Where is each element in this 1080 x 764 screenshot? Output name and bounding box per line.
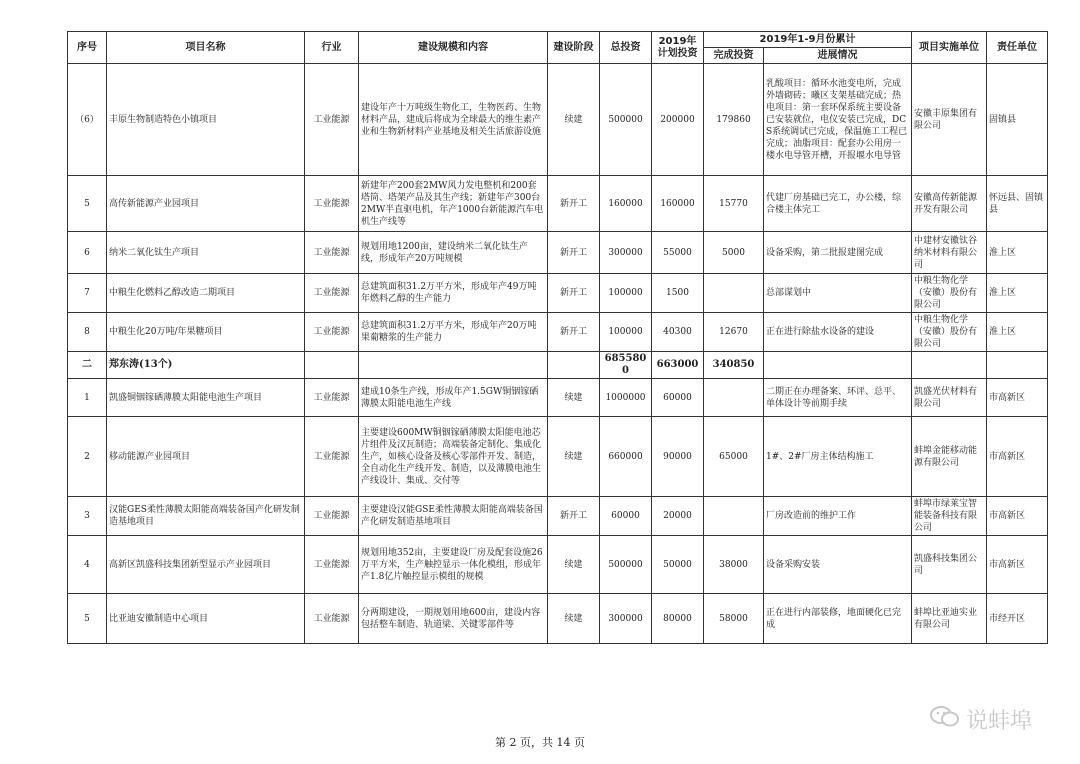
- cell-plan: 40300: [652, 313, 704, 352]
- header-seq: 序号: [68, 32, 107, 64]
- cell-plan: 20000: [652, 497, 704, 536]
- table-row: [68, 274, 1048, 313]
- cell-scale: 规划用地352亩，主要建设厂房及配套设施26万平方米，生产触控显示一体化模组，形成年产1.8亿片触控显示模组的规模: [359, 536, 548, 594]
- cell-total: 100000: [600, 313, 652, 352]
- cell-unit: 中粮生物化学（安徽）股份有限公司: [912, 313, 987, 352]
- section-done: 340850: [704, 352, 764, 379]
- cell-unit: 安徽丰原集团有限公司: [912, 64, 987, 176]
- project-table: [67, 31, 1048, 644]
- cell-name: 凯盛铜铟镓硒薄膜太阳能电池生产项目: [107, 379, 305, 417]
- cell-progress: 1#、2#厂房主体结构施工: [764, 417, 912, 497]
- cell-stage: 新开工: [548, 176, 600, 232]
- cell-name: 中粮生化20万吨/年果糖项目: [107, 313, 305, 352]
- cell-scale: 分两期建设，一期规划用地600亩，建设内容包括整车制造、轨道梁、关键零部件等: [359, 594, 548, 644]
- cell-name: 移动能源产业园项目: [107, 417, 305, 497]
- cell-name: 比亚迪安徽制造中心项目: [107, 594, 305, 644]
- cell-stage: 续建: [548, 536, 600, 594]
- cell-scale: 建成10条生产线，形成年产1.5GW铜铟镓硒薄膜太阳能电池生产线: [359, 379, 548, 417]
- cell-done: 58000: [704, 594, 764, 644]
- cell-resp: 市高新区: [987, 417, 1048, 497]
- cell-unit: 蚌埠市绿莱宝智能装备科技有限公司: [912, 497, 987, 536]
- cell-industry: 工业能源: [305, 594, 359, 644]
- cell-unit: 中粮生物化学（安徽）股份有限公司: [912, 274, 987, 313]
- cell-plan: 90000: [652, 417, 704, 497]
- cell-total: 300000: [600, 594, 652, 644]
- cell-plan: 55000: [652, 232, 704, 274]
- cell-stage: 新开工: [548, 274, 600, 313]
- cell-progress: 正在进行除盐水设备的建设: [764, 313, 912, 352]
- cell-total: 1000000: [600, 379, 652, 417]
- cell-stage: 新开工: [548, 232, 600, 274]
- cell-unit: 蚌埠金能移动能源有限公司: [912, 417, 987, 497]
- table-row: [68, 594, 1048, 644]
- cell-done: 12670: [704, 313, 764, 352]
- cell-stage: 续建: [548, 64, 600, 176]
- cell-resp: 市经开区: [987, 594, 1048, 644]
- cell-seq: 5: [68, 594, 107, 644]
- cell-industry: 工业能源: [305, 274, 359, 313]
- cell-seq: 2: [68, 417, 107, 497]
- table-row: [68, 497, 1048, 536]
- cell-resp: 市高新区: [987, 536, 1048, 594]
- cell-progress: 总部谋划中: [764, 274, 912, 313]
- cell-seq: 4: [68, 536, 107, 594]
- cell-total: 100000: [600, 274, 652, 313]
- cell-resp: 淮上区: [987, 274, 1048, 313]
- cell-progress: 厂房改造前的维护工作: [764, 497, 912, 536]
- header-cumulative: 2019年1-9月份累计: [704, 32, 912, 48]
- section-total: 6855800: [600, 352, 652, 379]
- cell-plan: 80000: [652, 594, 704, 644]
- table-row: [68, 379, 1048, 417]
- cell-total: 300000: [600, 232, 652, 274]
- cell-seq: 7: [68, 274, 107, 313]
- cell-stage: 续建: [548, 417, 600, 497]
- cell-total: 660000: [600, 417, 652, 497]
- cell-scale: 总建筑面积31.2万平方米，形成年产20万吨果葡糖浆的生产能力: [359, 313, 548, 352]
- cell-done: 38000: [704, 536, 764, 594]
- cell-stage: 续建: [548, 379, 600, 417]
- cell-seq: 6: [68, 232, 107, 274]
- cell-industry: 工业能源: [305, 497, 359, 536]
- cell-scale: 主要建设600MW铜铟镓硒薄膜太阳能电池芯片组件及汉瓦制造；高端装备定制化、集成化生产，如核心设备及核心零部件开发、制造，全自动化生产线开发、制造，以及薄膜电池生产线设计、集成、交付等: [359, 417, 548, 497]
- watermark: [930, 704, 1032, 735]
- cell-resp: 市高新区: [987, 497, 1048, 536]
- cell-total: 500000: [600, 64, 652, 176]
- section-name: 郑东涛(13个): [107, 352, 305, 379]
- table-row: [68, 232, 1048, 274]
- cell-unit: 凯盛光伏材料有限公司: [912, 379, 987, 417]
- table-row: [68, 536, 1048, 594]
- cell-done: 179860: [704, 64, 764, 176]
- cell-plan: 160000: [652, 176, 704, 232]
- cell-total: 160000: [600, 176, 652, 232]
- cell-resp: 市高新区: [987, 379, 1048, 417]
- cell-industry: 工业能源: [305, 64, 359, 176]
- cell-total: 500000: [600, 536, 652, 594]
- table-row: [68, 417, 1048, 497]
- cell-name: 高传新能源产业园项目: [107, 176, 305, 232]
- header-total: 总投资: [600, 32, 652, 64]
- cell-unit: 蚌埠比亚迪实业有限公司: [912, 594, 987, 644]
- header-progress: 进展情况: [764, 48, 912, 64]
- cell-name: 纳米二氧化钛生产项目: [107, 232, 305, 274]
- wechat-icon: [930, 705, 966, 735]
- cell-plan: 200000: [652, 64, 704, 176]
- cell-unit: 安徽高传新能源开发有限公司: [912, 176, 987, 232]
- table-row: [68, 176, 1048, 232]
- watermark-text: 说蚌埠: [966, 709, 1033, 734]
- section-plan: 663000: [652, 352, 704, 379]
- section-seq: 二: [68, 352, 107, 379]
- header-name: 项目名称: [107, 32, 305, 64]
- page-footer: 第 2 页，共 14 页: [495, 736, 585, 749]
- cell-done: [704, 497, 764, 536]
- cell-plan: 1500: [652, 274, 704, 313]
- cell-stage: 新开工: [548, 313, 600, 352]
- cell-progress: 乳酸项目：循环水池变电所，完成外墙砌砖；曦区支架基础完成；热电项目：第一套环保系统主要设备已安装就位，电仪安装已完成，DCS系统调试已完成，保温施工工程已完成；油脂项目：配套办公用房一楼水电导管开槽，开报堰水电导管: [764, 64, 912, 176]
- cell-scale: 新建年产200套2MW风力发电整机和200套塔筒、塔架产品及其生产线；新建年产300台2MW半直驱电机，年产1000台新能源汽车电机生产线等: [359, 176, 548, 232]
- cell-unit: 中建材安徽钛谷纳米材料有限公司: [912, 232, 987, 274]
- cell-plan: 60000: [652, 379, 704, 417]
- cell-progress: 正在进行内部装修，地面硬化已完成: [764, 594, 912, 644]
- table-row: [68, 64, 1048, 176]
- cell-name: 丰原生物制造特色小镇项目: [107, 64, 305, 176]
- cell-name: 汉能GES柔性薄膜太阳能高端装备国产化研发制造基地项目: [107, 497, 305, 536]
- cell-progress: 二期正在办理备案、环评、总平、单体设计等前期手续: [764, 379, 912, 417]
- cell-industry: 工业能源: [305, 536, 359, 594]
- cell-industry: 工业能源: [305, 176, 359, 232]
- cell-done: [704, 379, 764, 417]
- cell-resp: 淮上区: [987, 313, 1048, 352]
- header-resp: 责任单位: [987, 32, 1048, 64]
- cell-name: 高新区凯盛科技集团新型显示产业园项目: [107, 536, 305, 594]
- cell-resp: 淮上区: [987, 232, 1048, 274]
- cell-progress: 设备采购，第二批报建图完成: [764, 232, 912, 274]
- cell-done: 15770: [704, 176, 764, 232]
- cell-seq: 5: [68, 176, 107, 232]
- header-done: 完成投资: [704, 48, 764, 64]
- table-row: [68, 313, 1048, 352]
- section-row: [68, 352, 1048, 379]
- cell-progress: 设备采购安装: [764, 536, 912, 594]
- header-plan: 2019年计划投资: [652, 32, 704, 64]
- cell-name: 中粮生化燃料乙醇改造二期项目: [107, 274, 305, 313]
- cell-seq: （6）: [68, 64, 107, 176]
- cell-industry: 工业能源: [305, 417, 359, 497]
- header-unit: 项目实施单位: [912, 32, 987, 64]
- cell-industry: 工业能源: [305, 379, 359, 417]
- cell-stage: 新开工: [548, 497, 600, 536]
- cell-seq: 3: [68, 497, 107, 536]
- header-scale: 建设规模和内容: [359, 32, 548, 64]
- cell-scale: 规划用地1200亩，建设纳米二氧化钛生产线，形成年产20万吨规模: [359, 232, 548, 274]
- cell-seq: 1: [68, 379, 107, 417]
- cell-done: 65000: [704, 417, 764, 497]
- cell-resp: 固镇县: [987, 64, 1048, 176]
- cell-seq: 8: [68, 313, 107, 352]
- header-stage: 建设阶段: [548, 32, 600, 64]
- cell-resp: 怀远县、固镇县: [987, 176, 1048, 232]
- cell-stage: 续建: [548, 594, 600, 644]
- cell-industry: 工业能源: [305, 232, 359, 274]
- cell-plan: 50000: [652, 536, 704, 594]
- cell-scale: 建设年产十万吨级生物化工，生物医药、生物材料产品，建成后将成为全球最大的维生素产业和生物新材料产业基地及相关生活旅游设施: [359, 64, 548, 176]
- cell-scale: 主要建设汉能GSE柔性薄膜太阳能高端装备国产化研发制造基地项目: [359, 497, 548, 536]
- cell-unit: 凯盛科技集团公司: [912, 536, 987, 594]
- cell-done: [704, 274, 764, 313]
- cell-progress: 代建厂房基础已完工，办公楼，综合楼主体完工: [764, 176, 912, 232]
- cell-industry: 工业能源: [305, 313, 359, 352]
- cell-scale: 总建筑面积31.2万平方米，形成年产49万吨年燃料乙醇的生产能力: [359, 274, 548, 313]
- cell-total: 60000: [600, 497, 652, 536]
- header-industry: 行业: [305, 32, 359, 64]
- cell-done: 5000: [704, 232, 764, 274]
